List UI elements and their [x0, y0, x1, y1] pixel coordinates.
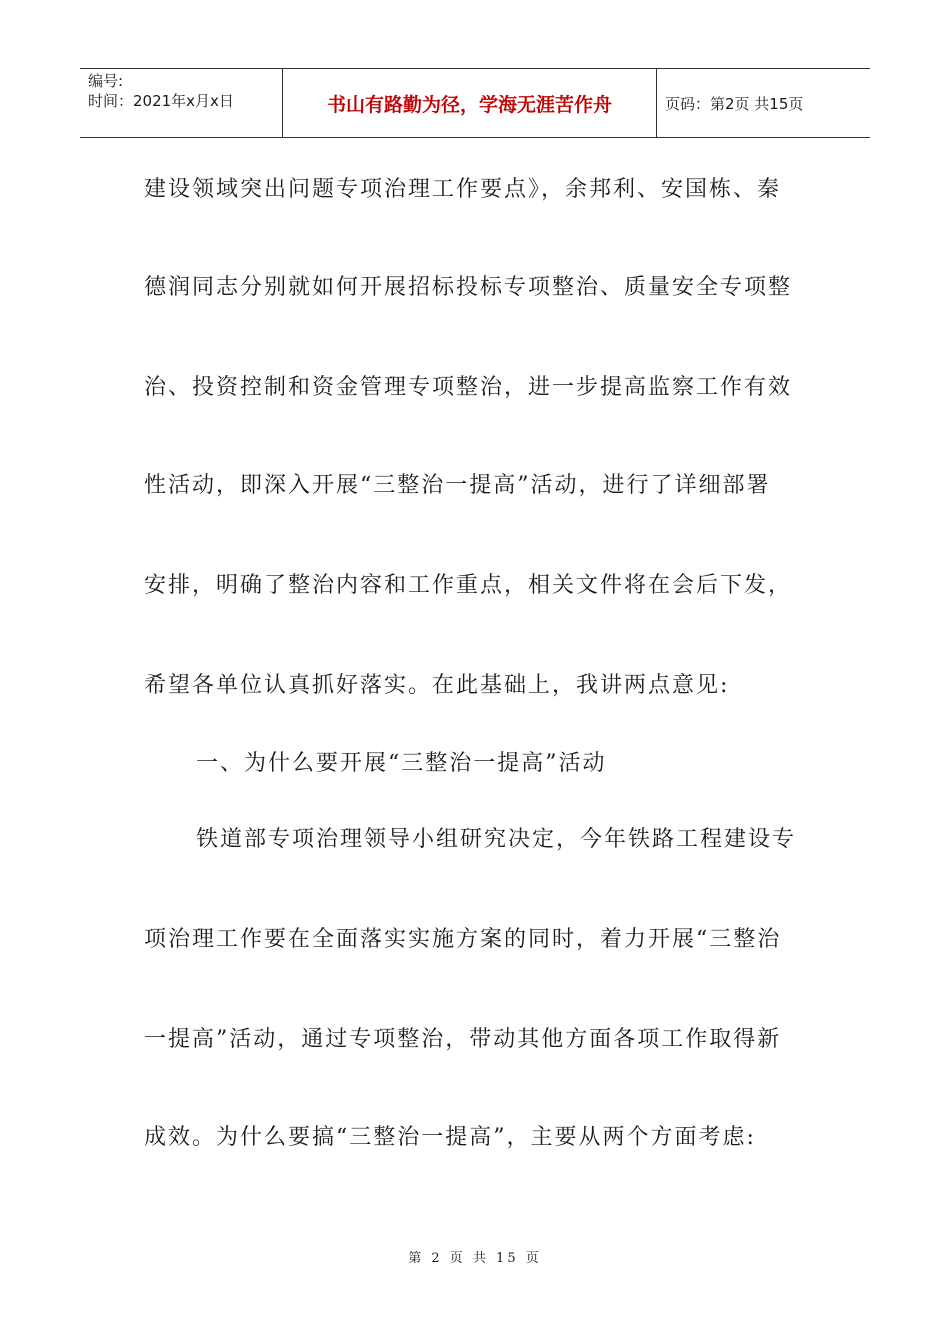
time-label: 时间：2021年x月x日 — [88, 92, 234, 110]
text-line: 性活动，即深入开展“三整治一提高”活动，进行了详细部署 — [144, 473, 771, 498]
number-label: 编号: — [88, 72, 124, 90]
page-footer: 第 2 页 共 15 页 — [408, 1251, 542, 1266]
text-line: 项治理工作要在全面落实实施方案的同时，着力开展“三整治 — [144, 927, 782, 952]
text-line: 成效。为什么要搞“三整治一提高”，主要从两个方面考虑: — [144, 1125, 756, 1150]
text-line: 希望各单位认真抓好落实。在此基础上，我讲两点意见: — [144, 673, 730, 698]
header-page-info: 页码：第2页 共15页 — [665, 94, 804, 113]
text-line: 铁道部专项治理领导小组研究决定，今年铁路工程建设专 — [196, 827, 797, 852]
header-meta — [80, 69, 283, 137]
header-motto: 书山有路勤为径，学海无涯苦作舟 — [283, 69, 657, 137]
page-header — [80, 68, 870, 138]
text-line: 德润同志分别就如何开展招标投标专项整治、质量安全专项整 — [144, 275, 793, 300]
text-line: 建设领域突出问题专项治理工作要点》，余邦利、安国栋、秦 — [144, 177, 782, 202]
text-line: 安排，明确了整治内容和工作重点，相关文件将在会后下发， — [144, 573, 793, 598]
section-heading: 一、为什么要开展“三整治一提高”活动 — [196, 751, 607, 776]
text-line: 治、投资控制和资金管理专项整治，进一步提高监察工作有效 — [144, 375, 793, 400]
text-line: 一提高”活动，通过专项整治，带动其他方面各项工作取得新 — [144, 1027, 782, 1052]
